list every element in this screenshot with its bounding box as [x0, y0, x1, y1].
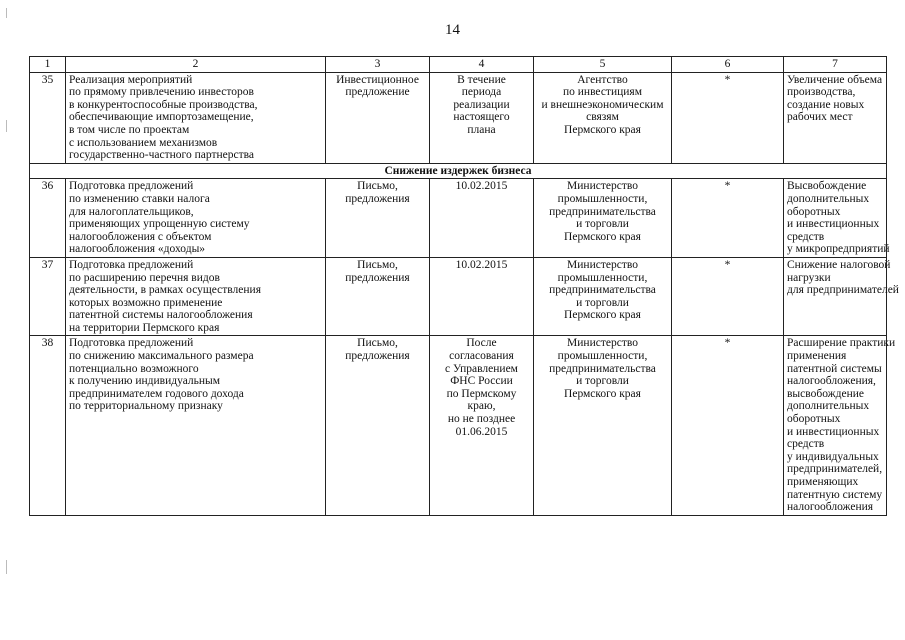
responsible-cell-line: и торговли	[576, 218, 629, 231]
measure-cell-line: которых возможно применение	[69, 296, 223, 309]
column-number: 7	[784, 57, 887, 73]
result-cell-line: дополнительных	[787, 400, 870, 413]
responsible-cell-line: Пермского края	[564, 123, 641, 136]
table-row	[30, 179, 887, 258]
col6-cell: *	[672, 336, 784, 515]
measure-cell-line: в конкурентоспособные производства,	[69, 98, 258, 111]
result-cell-line: оборотных	[787, 413, 841, 426]
result-cell-line: и инвестиционных	[787, 218, 880, 231]
document-type-cell	[326, 72, 430, 163]
measure-cell-line: к получению индивидуальным	[69, 375, 221, 388]
deadline-cell-line: В течение	[457, 73, 506, 86]
responsible-cell-line: Агентство	[577, 73, 628, 86]
responsible-cell-line: по инвестициям	[562, 86, 642, 99]
responsible-cell	[534, 336, 672, 515]
document-type-cell-line: предложения	[345, 271, 410, 284]
measure-cell-line: для налогоплательщиков,	[69, 205, 194, 218]
result-cell-line: Увеличение объема	[787, 73, 883, 86]
measure-cell-line: деятельности, в рамках осуществления	[69, 284, 261, 297]
section-header-row	[30, 163, 887, 179]
column-number: 4	[430, 57, 534, 73]
deadline-cell-line: настоящего	[453, 111, 510, 124]
result-cell	[784, 179, 890, 258]
responsible-cell-line: и торговли	[576, 375, 629, 388]
measure-cell-line: по прямому привлечению инвесторов	[69, 86, 254, 99]
column-number: 5	[534, 57, 672, 73]
result-cell-line: нагрузки	[787, 271, 831, 284]
document-type-cell-line: Письмо,	[357, 180, 398, 193]
document-type-cell-line: предложения	[345, 350, 410, 363]
column-numbers-row	[30, 57, 887, 73]
responsible-cell-line: предпринимательства	[549, 284, 656, 297]
row-number: 37	[30, 257, 66, 336]
document-type-cell-line: предложение	[345, 86, 410, 99]
deadline-cell-line: 01.06.2015	[455, 425, 508, 438]
result-cell-line: рабочих мест	[787, 111, 853, 124]
deadline-cell-line: согласования	[449, 350, 514, 363]
result-cell	[784, 72, 887, 163]
deadline-cell-line: ФНС России	[450, 375, 513, 388]
deadline-cell-line: краю,	[467, 400, 496, 413]
result-cell-line: средств	[787, 438, 825, 451]
result-cell-line: и инвестиционных	[787, 425, 880, 438]
responsible-cell-line: предпринимательства	[549, 205, 656, 218]
plan-table	[29, 56, 899, 516]
measure-cell-line: Подготовка предложений	[69, 258, 194, 271]
measure-cell-line: на территории Пермского края	[69, 321, 220, 334]
deadline-cell-line: с Управлением	[445, 362, 518, 375]
deadline-cell-line: периода	[461, 86, 502, 99]
scan-edge-mark	[6, 560, 7, 574]
deadline-cell-line: 10.02.2015	[455, 258, 508, 271]
col6-cell: *	[672, 257, 784, 336]
result-cell-line: производства,	[787, 86, 856, 99]
page-number: 14	[445, 22, 460, 38]
document-type-cell-line: Письмо,	[357, 258, 398, 271]
result-cell-line: патентную систему	[787, 488, 883, 501]
result-cell-line: Высвобождение	[787, 180, 867, 193]
col6-cell: *	[672, 72, 784, 163]
scan-edge-mark	[6, 120, 7, 132]
responsible-cell-line: Министерство	[567, 258, 638, 271]
deadline-cell-line: 10.02.2015	[455, 180, 508, 193]
measure-cell-line: по изменению ставки налога	[69, 192, 210, 205]
result-cell-line: средств	[787, 230, 825, 243]
result-cell-line: предпринимателей,	[787, 463, 883, 476]
measure-cell-line: Подготовка предложений	[69, 180, 194, 193]
measure-cell-line: налогообложения с объектом	[69, 230, 212, 243]
row-number: 38	[30, 336, 66, 515]
measure-cell-line: Реализация мероприятий	[69, 73, 193, 86]
result-cell-line: налогообложения	[787, 501, 874, 514]
result-cell-line: применения	[787, 350, 847, 363]
column-number: 1	[30, 57, 66, 73]
result-cell	[784, 257, 899, 336]
measure-cell-line: в том числе по проектам	[69, 123, 190, 136]
result-cell-line: патентной системы	[787, 362, 882, 375]
measure-cell	[66, 179, 326, 258]
deadline-cell-line: но не позднее	[447, 413, 516, 426]
measure-cell-line: применяющих упрощенную систему	[69, 218, 250, 231]
deadline-cell	[430, 179, 534, 258]
measure-cell	[66, 257, 326, 336]
col6-cell: *	[672, 179, 784, 258]
deadline-cell-line: по Пермскому	[446, 387, 517, 400]
table-row	[30, 72, 887, 163]
responsible-cell	[534, 72, 672, 163]
document-type-cell-line: Инвестиционное	[336, 73, 419, 86]
responsible-cell-line: промышленности,	[557, 271, 648, 284]
result-cell-line: дополнительных	[787, 192, 870, 205]
measure-cell-line: обеспечивающие импортозамещение,	[69, 111, 254, 124]
measure-cell	[66, 336, 326, 515]
document-type-cell-line: Письмо,	[357, 337, 398, 350]
measure-cell-line: предпринимателем годового дохода	[69, 387, 244, 400]
result-cell-line: создание новых	[787, 98, 865, 111]
responsible-cell-line: предпринимательства	[549, 362, 656, 375]
responsible-cell-line: связям	[586, 111, 619, 124]
measure-cell-line: по снижению максимального размера	[69, 350, 254, 363]
result-cell-line: оборотных	[787, 205, 841, 218]
responsible-cell-line: Пермского края	[564, 230, 641, 243]
responsible-cell-line: и торговли	[576, 296, 629, 309]
deadline-cell-line: После	[466, 337, 497, 350]
result-cell-line: у микропредприятий	[787, 243, 890, 256]
responsible-cell-line: и внешнеэкономическим	[541, 98, 664, 111]
result-cell-line: у индивидуальных	[787, 450, 879, 463]
measure-cell-line: Подготовка предложений	[69, 337, 194, 350]
result-cell-line: для предпринимателей	[787, 284, 899, 297]
result-cell-line: Снижение налоговой	[787, 258, 891, 271]
measure-cell-line: по расширению перечня видов	[69, 271, 220, 284]
responsible-cell-line: промышленности,	[557, 192, 648, 205]
responsible-cell-line: Пермского края	[564, 309, 641, 322]
deadline-cell	[430, 72, 534, 163]
responsible-cell	[534, 257, 672, 336]
result-cell	[784, 336, 896, 515]
deadline-cell	[430, 257, 534, 336]
result-cell-line: налогообложения,	[787, 375, 876, 388]
measure-cell-line: по территориальному признаку	[69, 400, 223, 413]
measure-cell-line: налогообложения «доходы»	[69, 243, 206, 256]
document-type-cell	[326, 336, 430, 515]
column-number: 6	[672, 57, 784, 73]
section-title: Снижение издержек бизнеса	[30, 163, 887, 179]
document-type-cell	[326, 257, 430, 336]
measure-cell-line: государственно-частного партнерства	[69, 149, 255, 162]
responsible-cell	[534, 179, 672, 258]
measure-cell	[66, 72, 326, 163]
responsible-cell-line: Министерство	[567, 180, 638, 193]
result-cell-line: Расширение практики	[787, 337, 896, 350]
deadline-cell-line: реализации	[453, 98, 510, 111]
deadline-cell-line: плана	[467, 123, 496, 136]
scan-edge-mark	[6, 8, 7, 18]
table-row	[30, 257, 887, 336]
row-number: 36	[30, 179, 66, 258]
column-number: 2	[66, 57, 326, 73]
responsible-cell-line: промышленности,	[557, 350, 648, 363]
row-number: 35	[30, 72, 66, 163]
result-cell-line: применяющих	[787, 476, 859, 488]
measure-cell-line: потенциально возможного	[69, 362, 199, 375]
table-row	[30, 336, 887, 515]
measure-cell-line: с использованием механизмов	[69, 136, 218, 149]
measure-cell-line: патентной системы налогообложения	[69, 309, 253, 322]
responsible-cell-line: Пермского края	[564, 387, 641, 400]
document-type-cell	[326, 179, 430, 258]
deadline-cell	[430, 336, 534, 515]
result-cell-line: высвобождение	[787, 387, 864, 400]
responsible-cell-line: Министерство	[567, 337, 638, 350]
column-number: 3	[326, 57, 430, 73]
document-type-cell-line: предложения	[345, 192, 410, 205]
